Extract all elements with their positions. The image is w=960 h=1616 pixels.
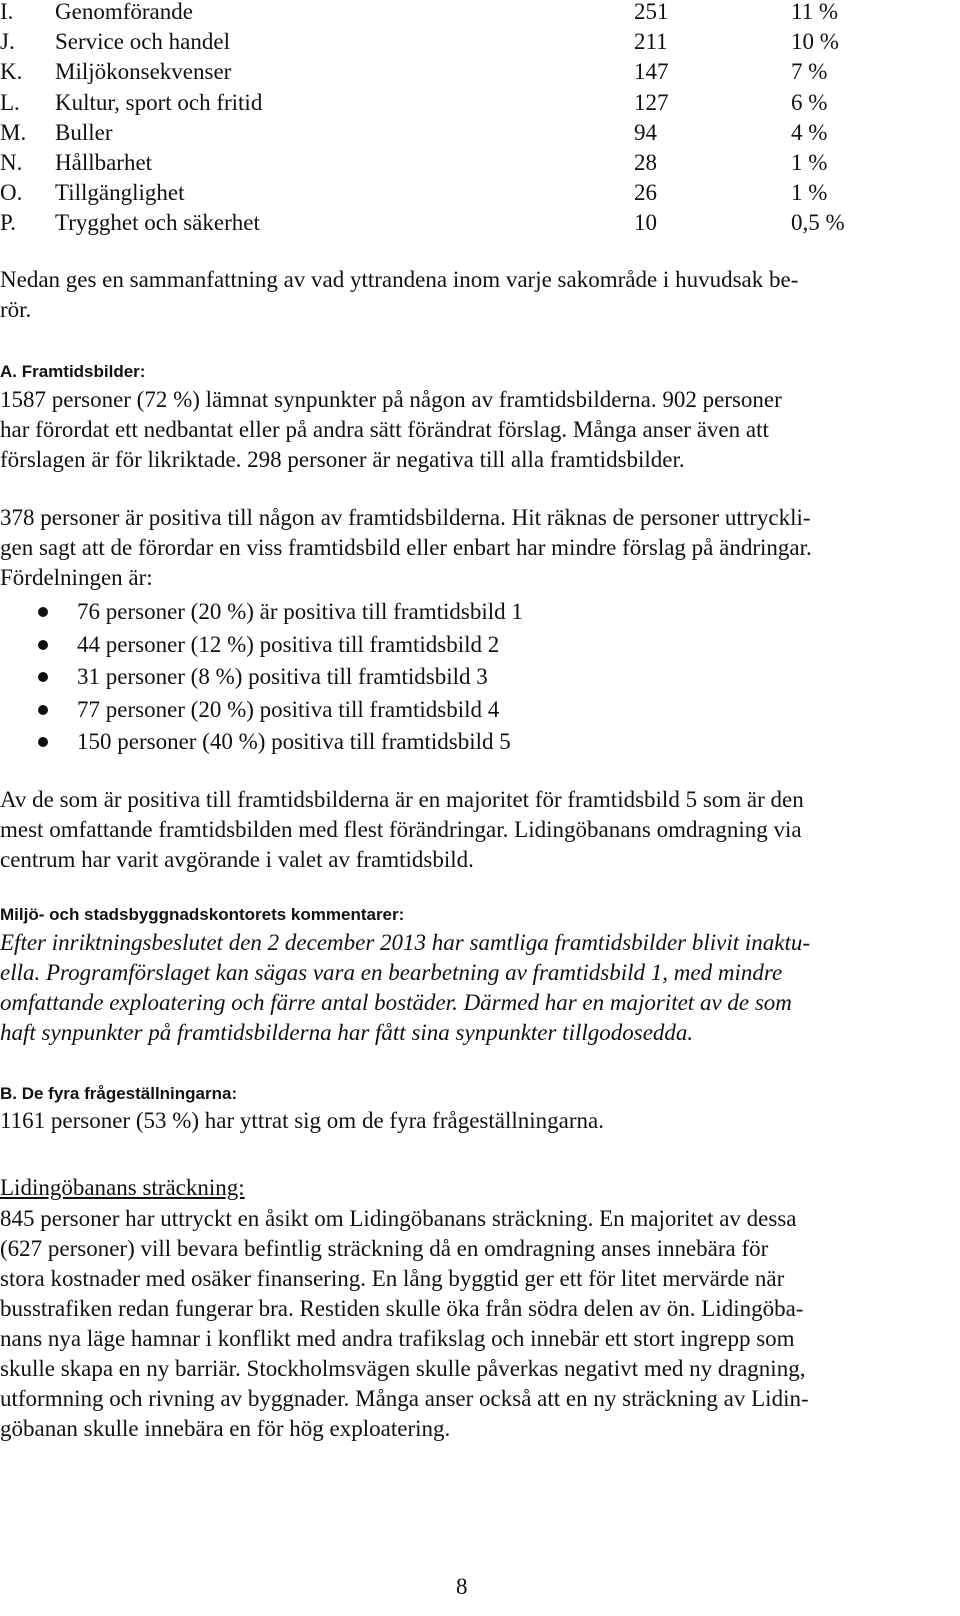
bullet-icon: [38, 737, 48, 747]
lidingobanan-subheading: [0, 1173, 930, 1203]
stat-letter: K.: [0, 59, 23, 85]
stat-letter: J.: [0, 29, 15, 55]
text-line: omfattande exploatering och färre antal bostäder. Därmed har en majoritet av de som: [0, 990, 792, 1015]
stat-letter: M.: [0, 119, 27, 145]
stat-count: 26: [634, 180, 657, 206]
stat-count: 251: [634, 0, 669, 24]
stat-row: [0, 208, 940, 238]
text-line: 378 personer är positiva till någon av framtidsbilderna. Hit räknas de personer uttryckli-: [0, 505, 811, 530]
stat-percent: 11 %: [791, 0, 839, 24]
subheading-text: Lidingöbanans sträckning:: [0, 1175, 245, 1200]
section-a-paragraph-1: [0, 385, 930, 475]
list-item: [0, 630, 930, 663]
list-item-text: 77 personer (20 %) positiva till framtidsbild 4: [77, 696, 500, 722]
list-item: [0, 662, 930, 695]
stat-row: [0, 88, 940, 118]
stat-label: Tillgänglighet: [55, 180, 185, 206]
text-line: göbanan skulle innebära en för hög exploatering.: [0, 1416, 451, 1441]
stat-row: [0, 0, 940, 27]
list-item-text: 76 personer (20 %) är positiva till framtidsbild 1: [77, 599, 523, 624]
stat-row: [0, 148, 940, 178]
stat-count: 28: [634, 149, 657, 175]
stat-row: [0, 57, 940, 87]
text-line: förslagen är för likriktade. 298 personer är negativa till alla framtidsbilder.: [0, 447, 685, 472]
text-line: ella. Programförslaget kan sägas vara en bearbetning av framtidsbild 1, med mindre: [0, 960, 783, 985]
comments-heading: Miljö- och stadsbyggnadskontorets kommentarer:: [0, 905, 405, 924]
list-item-text: 31 personer (8 %) positiva till framtidsbild 3: [77, 664, 488, 689]
text-line: rör.: [0, 297, 32, 322]
stat-label: Genomförande: [55, 0, 193, 24]
text-line: utformning och rivning av byggnader. Många anser också att en ny sträckning av Lidin-: [0, 1386, 809, 1411]
text-line: Av de som är positiva till framtidsbilderna är en majoritet för framtidsbild 5 som är den: [0, 787, 804, 812]
text-line: 845 personer har uttryckt en åsikt om Lidingöbanans sträckning. En majoritet av dessa: [0, 1206, 797, 1231]
text-line: (627 personer) vill bevara befintlig sträckning då en omdragning anses innebära för: [0, 1236, 769, 1261]
stat-label: Miljökonsekvenser: [55, 59, 232, 85]
bullet-icon: [38, 672, 48, 682]
stat-letter: I.: [0, 0, 14, 24]
stat-letter: O.: [0, 180, 23, 206]
bullet-icon: [38, 607, 48, 617]
text-line: Nedan ges en sammanfattning av vad yttrandena inom varje sakområde i huvudsak be-: [0, 267, 799, 292]
text-line: skulle skapa en ny barriär. Stockholmsvägen skulle påverkas negativt med ny dragning,: [0, 1356, 806, 1381]
page-number: 8: [456, 1574, 468, 1599]
section-b-heading: B. De fyra frågeställningarna:: [0, 1084, 238, 1103]
stat-label: Buller: [55, 119, 113, 145]
list-item-text: 150 personer (40 %) positiva till framtidsbild 5: [77, 729, 511, 754]
text-line: 1587 personer (72 %) lämnat synpunkter på någon av framtidsbilderna. 902 personer: [0, 387, 782, 412]
stat-count: 211: [634, 29, 668, 55]
category-stats-list: [0, 0, 940, 239]
stat-percent: 0,5 %: [791, 210, 845, 236]
stat-percent: 1 %: [791, 149, 828, 175]
lidingobanan-paragraph: [0, 1204, 930, 1444]
stat-percent: 4 %: [791, 119, 828, 145]
bullet-icon: [38, 705, 48, 715]
bullet-icon: [38, 640, 48, 650]
list-item: [0, 695, 930, 728]
stat-percent: 1 %: [791, 180, 828, 206]
stat-row: [0, 178, 940, 208]
stat-count: 127: [634, 89, 669, 115]
framtidsbild-bullet-list: [0, 597, 930, 760]
stat-letter: L.: [0, 89, 20, 115]
text-line: Fördelningen är:: [0, 565, 153, 590]
text-line: haft synpunkter på framtidsbilderna har fått sina synpunkter tillgodosedda.: [0, 1020, 694, 1045]
stat-label: Trygghet och säkerhet: [55, 210, 260, 236]
stat-letter: N.: [0, 149, 23, 175]
section-a-heading: A. Framtidsbilder:: [0, 362, 146, 381]
stat-count: 10: [634, 210, 657, 236]
text-line: har förordat ett nedbantat eller på andra sätt förändrat förslag. Många anser även att: [0, 417, 769, 442]
text-line: busstrafiken redan fungerar bra. Restiden skulle öka från södra delen av ön. Lidingöba-: [0, 1296, 804, 1321]
stat-label: Kultur, sport och fritid: [55, 89, 263, 115]
text-line: gen sagt att de förordar en viss framtidsbild eller enbart har mindre förslag på ändringar.: [0, 535, 812, 560]
text-line: 1161 personer (53 %) har yttrat sig om de fyra frågeställningarna.: [0, 1108, 604, 1133]
stat-percent: 7 %: [791, 59, 828, 85]
section-b-summary: [0, 1106, 930, 1136]
text-line: centrum har varit avgörande i valet av framtidsbild.: [0, 847, 474, 872]
stat-percent: 6 %: [791, 89, 828, 115]
text-line: mest omfattande framtidsbilden med flest förändringar. Lidingöbanans omdragning via: [0, 817, 802, 842]
stat-label: Service och handel: [55, 29, 230, 55]
stat-percent: 10 %: [791, 29, 839, 55]
text-line: Efter inriktningsbeslutet den 2 december 2013 har samtliga framtidsbilder blivit inaktu-: [0, 930, 811, 955]
text-line: nans nya läge hamnar i konflikt med andra trafikslag och innebär ett stort ingrepp som: [0, 1326, 795, 1351]
comments-paragraph: [0, 928, 930, 1048]
text-line: stora kostnader med osäker finansering. En lång byggtid ger ett för litet mervärde när: [0, 1266, 785, 1291]
list-item: [0, 597, 930, 630]
stat-row: [0, 118, 940, 148]
section-a-paragraph-2: [0, 503, 930, 593]
stat-row: [0, 27, 940, 57]
stat-count: 94: [634, 119, 657, 145]
stat-count: 147: [634, 59, 669, 85]
section-a-paragraph-3: [0, 785, 930, 875]
stat-label: Hållbarhet: [55, 149, 153, 175]
list-item-text: 44 personer (12 %) positiva till framtidsbild 2: [77, 631, 500, 657]
list-item: [0, 727, 930, 760]
intro-paragraph: [0, 265, 930, 325]
stat-letter: P.: [0, 210, 16, 236]
